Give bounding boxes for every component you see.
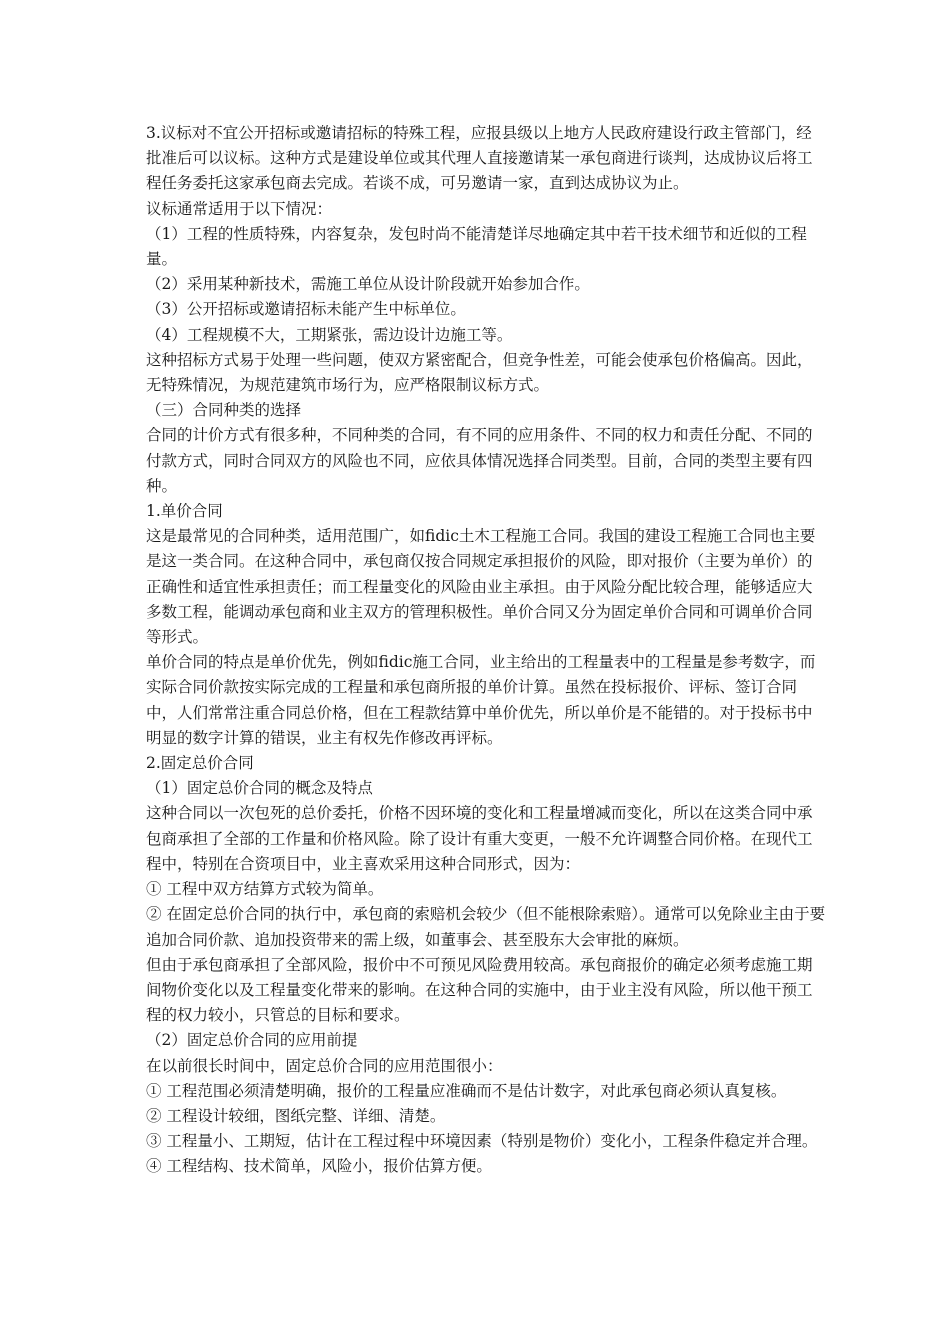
list-item-3: （3）公开招标或邀请招标未能产生中标单位。 — [146, 300, 466, 319]
list-item-prereq-1: ① 工程范围必须清楚明确，报价的工程量应准确而不是估计数字，对此承包商必须认真复核。 — [146, 1081, 787, 1100]
document-page — [146, 121, 826, 1180]
list-item-circled-2: ② 在固定总价合同的执行中，承包商的索赔机会较少（但不能根除索赔）。通常可以免除业主由于要追加合同价款、追加投资带来的需上级，如董事会、甚至股东大会审批的麻烦。 — [146, 905, 826, 949]
paragraph-applicable-situations: 议标通常适用于以下情况： — [146, 199, 333, 218]
list-item-prereq-3: ③ 工程量小、工期短，估计在工程过程中环境因素（特别是物价）变化小，工程条件稳定并合理。 — [146, 1132, 818, 1151]
paragraph-tender-summary: 这种招标方式易于处理一些问题，使双方紧密配合，但竞争性差，可能会使承包价格偏高。因此，无特殊情况，为规范建筑市场行为，应严格限制议标方式。 — [146, 350, 813, 395]
list-item-1: （1）工程的性质特殊，内容复杂，发包时尚不能清楚详尽地确定其中若干技术细节和近似的工程量。 — [146, 224, 807, 269]
paragraph-unit-price-features: 单价合同的特点是单价优先，例如fidic施工合同，业主给出的工程量表中的工程量是参考数字，而实际合同价款按实际完成的工程量和承包商所报的单价计算。虽然在投标报价、评标、签订合同中，人们常常注重合同总价格，但在工程款结算中单价优先，所以单价是不能错的。对于投标书中明显的数字计算的错误，业主有权先作修改再评标。 — [146, 653, 816, 747]
list-item-circled-1: ① 工程中双方结算方式较为简单。 — [146, 880, 384, 899]
list-item-prereq-2: ② 工程设计较细，图纸完整、详细、清楚。 — [146, 1106, 446, 1125]
heading-fixed-total-contract: 2.固定总价合同 — [146, 754, 254, 773]
section-heading-contract-types: （三）合同种类的选择 — [146, 401, 302, 420]
paragraph-negotiated-tender: 3.议标对不宜公开招标或邀请招标的特殊工程，应报县级以上地方人民政府建设行政主管部门，经批准后可以议标。这种方式是建设单位或其代理人直接邀请某一承包商进行谈判，达成协议后将工程任务委托这家承包商去完成。若谈不成，可另邀请一家，直到达成协议为止。 — [146, 124, 813, 193]
paragraph-unit-price-description: 这是最常见的合同种类，适用范围广，如fidic土木工程施工合同。我国的建设工程施工合同也主要是这一类合同。在这种合同中，承包商仅按合同规定承担报价的风险，即对报价（主要为单价）的正确性和适宜性承担责任；而工程量变化的风险由业主承担。由于风险分配比较合理，能够适应大多数工程，能调动承包商和业主双方的管理积极性。单价合同又分为固定单价合同和可调单价合同等形式。 — [146, 527, 816, 647]
heading-unit-price-contract: 1.单价合同 — [146, 502, 223, 521]
subheading-concept-features: （1）固定总价合同的概念及特点 — [146, 779, 373, 798]
list-item-4: （4）工程规模不大，工期紧张，需边设计边施工等。 — [146, 325, 513, 344]
list-item-prereq-4: ④ 工程结构、技术简单，风险小，报价估算方便。 — [146, 1157, 492, 1176]
paragraph-fixed-total-description: 这种合同以一次包死的总价委托，价格不因环境的变化和工程量增减而变化，所以在这类合同中承包商承担了全部的工作量和价格风险。除了设计有重大变更，一般不允许调整合同价格。在现代工程中，特别在合资项目中，业主喜欢采用这种合同形式，因为： — [146, 804, 813, 873]
list-item-2: （2）采用某种新技术，需施工单位从设计阶段就开始参加合作。 — [146, 275, 590, 294]
paragraph-application-scope: 在以前很长时间中，固定总价合同的应用范围很小： — [146, 1056, 503, 1075]
paragraph-contract-types-intro: 合同的计价方式有很多种，不同种类的合同，有不同的应用条件、不同的权力和责任分配、不同的付款方式，同时合同双方的风险也不同，应依具体情况选择合同类型。目前，合同的类型主要有四种。 — [146, 426, 813, 495]
paragraph-risk: 但由于承包商承担了全部风险，报价中不可预见风险费用较高。承包商报价的确定必须考虑施工期间物价变化以及工程量变化带来的影响。在这种合同的实施中，由于业主没有风险，所以他干预工程的权力较小，只管总的目标和要求。 — [146, 955, 813, 1025]
subheading-application-prerequisites: （2）固定总价合同的应用前提 — [146, 1031, 358, 1050]
